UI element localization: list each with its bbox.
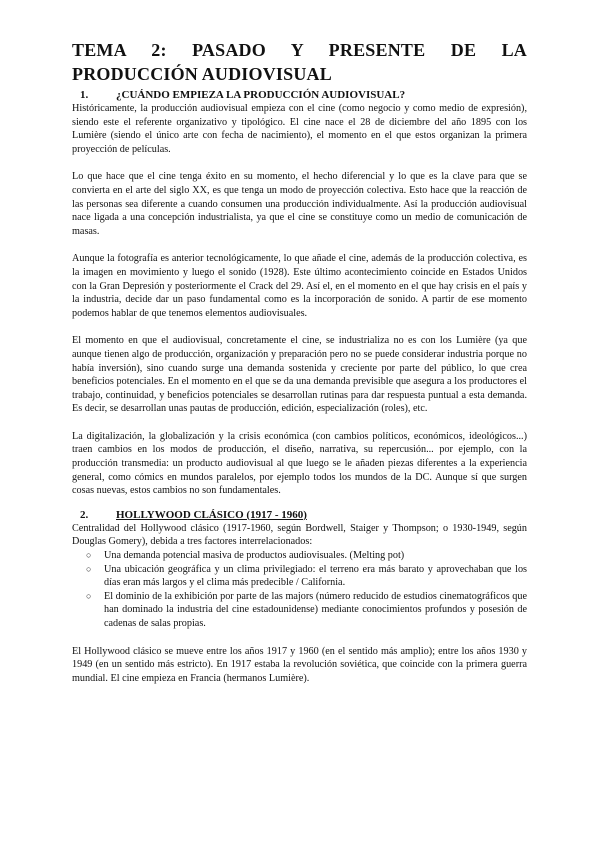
section-1-paragraph-2: Lo que hace que el cine tenga éxito en su momento, el hecho diferencial y lo que es la clave para que se convierta en el arte del siglo XX, es que tenga un modo de proyección colectiva. Esto hace que la reacción de las personas sea diferente a cuando consumen una producción individualmente. Así la producción audiovisual nace ligada a una concepción industrialista, ya que el cine se constituye como un medio de comunicación de masas. — [72, 171, 527, 237]
list-item — [86, 549, 527, 563]
list-item-text: Una ubicación geográfica y un clima privilegiado: el terreno era más barato y aprovechaban que los días eran más largos y el clima más predecible / California. — [104, 563, 527, 589]
circle-bullet-icon: ○ — [86, 590, 92, 601]
section-1-title: ¿CUÁNDO EMPIEZA LA PRODUCCIÓN AUDIOVISUAL? — [116, 89, 406, 101]
document-title — [72, 38, 527, 86]
list-item-text: Una demanda potencial masiva de productos audiovisuales. (Melting pot) — [104, 550, 405, 562]
section-2-number: 2. — [80, 508, 89, 521]
section-1-paragraph-3: Aunque la fotografía es anterior tecnológicamente, lo que añade el cine, además de la producción colectiva, es la imagen en movimiento y luego el sonido (1928). Este último acontecimiento coincide en Estados Unidos con la Gran Depresión y posteriormente el Crack del 29. Así el, en el momento en el que hay crisis en el país y la industria, decide dar un paso fundamental como es la incorporación de sonido. A partir de ese momento podemos hablar de que tenemos elementos audiovisuales. — [72, 253, 527, 319]
document-page — [72, 38, 527, 685]
list-item — [86, 563, 527, 590]
list-item — [86, 590, 527, 631]
circle-bullet-icon: ○ — [86, 550, 92, 561]
section-1-paragraph-4: El momento en que el audiovisual, concretamente el cine, se industrializa no es con los Lumière (ya que aunque tienen algo de producción, organización y preparación pero no se puede considerar industria porque no había inversión), sino cuando surge una demanda sostenida y creciente por parte del público, lo que crea beneficios potenciales. En el momento en el que se da una demanda previsible que asegura a los productores el trabajo, continuidad, y beneficios potenciales se desarrollan rutinas para dar respuesta puntual a esta demanda. Es decir, se desarrollan unas pautas de producción, edición, especialización (roles), etc. — [72, 335, 527, 415]
circle-bullet-icon: ○ — [86, 563, 92, 574]
section-1-paragraph-1: Históricamente, la producción audiovisual empieza con el cine (como negocio y como medio de expresión), siendo este el referente organizativo y tipológico. El cine nace el 28 de diciembre del año 1895 con los Lumière (siendo el único arte con fecha de nacimiento), el momento en el que estos organizan la primera proyección de películas. — [72, 103, 527, 155]
section-2-bullet-list — [72, 549, 527, 631]
section-1-paragraph-5: La digitalización, la globalización y la crisis económica (con cambios políticos, económicos, ideológicos...) traen cambios en los modos de producción, el diseño, narrativa, su repercusión... por ejemplo, con la producción transmedia: un producto audiovisual al que luego se le añaden piezas diferentes a la experiencia general, como cómics en mundos paralelos, por ejemplo todos los mundos de la DC. Aunque sí que surgen cosas nuevas, estos cambios no son fundamentales. — [72, 430, 527, 497]
section-1-number: 1. — [80, 89, 89, 101]
list-item-text: El dominio de la exhibición por parte de las majors (número reducido de estudios cinematográficos que han dominado la industria del cine estadounidense) mediante conocimientos profundos y posesión de cadenas de salas propias. — [104, 590, 527, 629]
title-line-2: PRODUCCIÓN AUDIOVISUAL — [72, 64, 332, 84]
section-2-intro: Centralidad del Hollywood clásico (1917-1960, según Bordwell, Staiger y Thompson; o 1930-1949, según Douglas Gomery), debida a tres factores interrelacionados: — [72, 522, 527, 548]
section-1-heading — [72, 88, 527, 102]
section-2-heading — [72, 508, 527, 522]
section-2-closing-paragraph: El Hollywood clásico se mueve entre los años 1917 y 1960 (en el sentido más amplio); entre los años 1930 y 1949 (en un sentido más estricto). En 1917 estaba la revolución soviética, que coincide con la primera guerra mundial. El cine empieza en Francia (hermanos Lumière). — [72, 645, 527, 684]
section-2-title: HOLLYWOOD CLÁSICO (1917 - 1960) — [116, 508, 307, 521]
title-line-1: TEMA 2: PASADO Y PRESENTE DE LA — [72, 40, 527, 60]
